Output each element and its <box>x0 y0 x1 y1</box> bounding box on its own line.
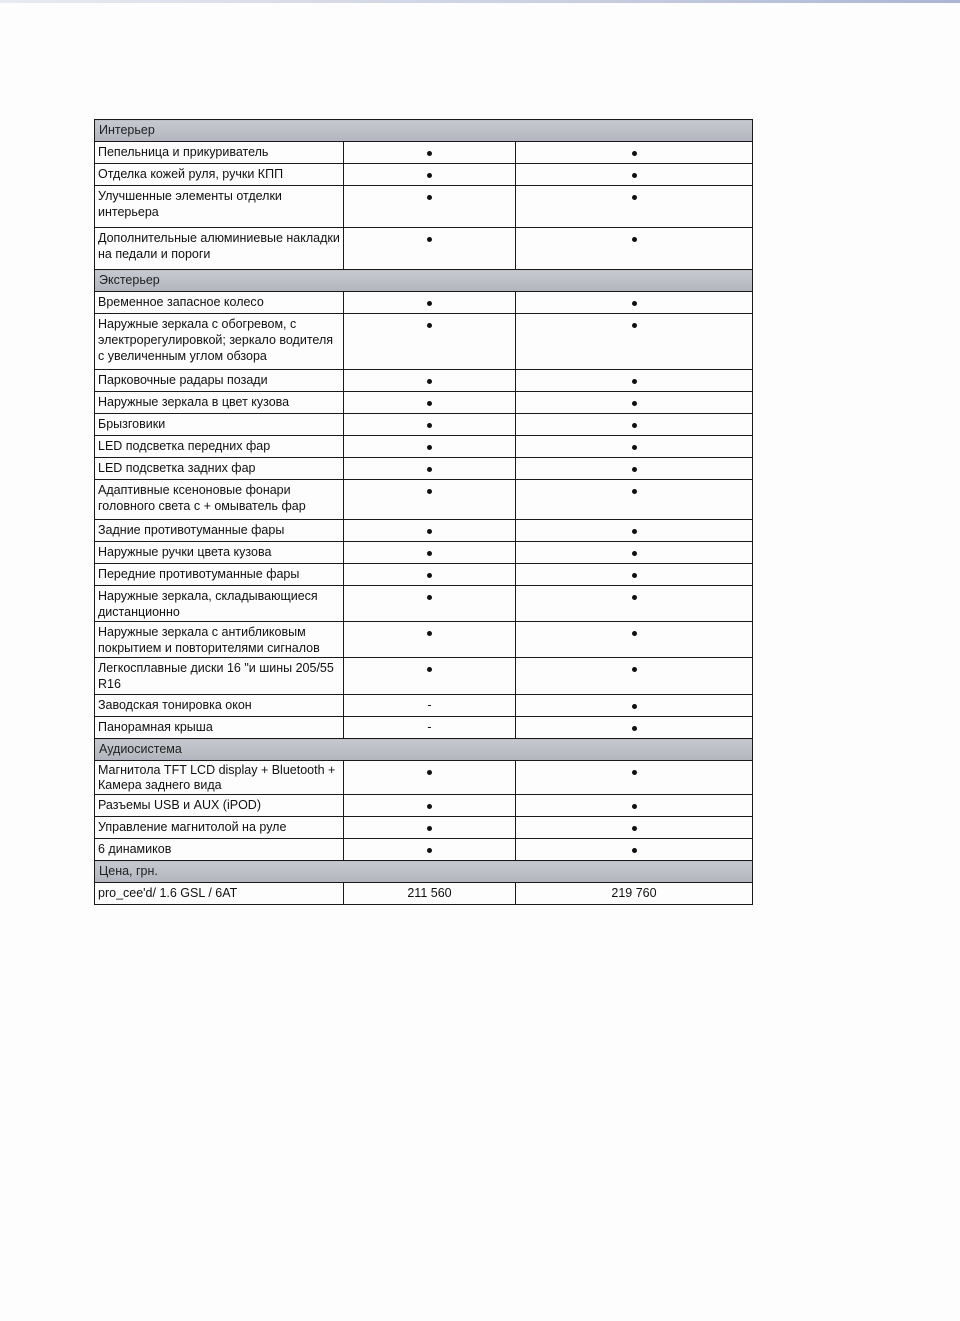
table-row <box>95 695 753 717</box>
section-title: Аудиосистема <box>95 739 753 761</box>
bullet-icon <box>632 173 637 178</box>
table-row <box>95 436 753 458</box>
section-title: Цена, грн. <box>95 861 753 883</box>
table-row <box>95 164 753 186</box>
feature-label: Задние противотуманные фары <box>95 520 344 542</box>
feature-label: Наружные зеркала с обогревом, с электрорегулировкой; зеркало водителя с увеличенным углом обзора <box>95 314 344 370</box>
option-cell-2 <box>516 292 753 314</box>
table-row <box>95 458 753 480</box>
table-row <box>95 717 753 739</box>
bullet-icon <box>427 379 432 384</box>
bullet-icon <box>632 379 637 384</box>
table-row <box>95 314 753 370</box>
option-cell-2 <box>516 658 753 695</box>
bullet-icon <box>632 573 637 578</box>
bullet-icon <box>427 423 432 428</box>
bullet-icon <box>427 195 432 200</box>
bullet-icon <box>632 770 637 775</box>
bullet-icon <box>427 489 432 494</box>
option-cell-2 <box>516 392 753 414</box>
feature-label: Брызговики <box>95 414 344 436</box>
table-row <box>95 228 753 270</box>
bullet-icon <box>427 667 432 672</box>
feature-label: Временное запасное колесо <box>95 292 344 314</box>
bullet-icon <box>632 529 637 534</box>
bullet-icon <box>427 804 432 809</box>
bullet-icon <box>632 423 637 428</box>
option-cell-1 <box>344 228 516 270</box>
option-cell-1 <box>344 817 516 839</box>
section-header-interior <box>95 120 753 142</box>
bullet-icon <box>427 573 432 578</box>
bullet-icon <box>632 445 637 450</box>
bullet-icon <box>632 195 637 200</box>
bullet-icon <box>427 770 432 775</box>
feature-label: LED подсветка передних фар <box>95 436 344 458</box>
table-row <box>95 817 753 839</box>
option-cell-1 <box>344 392 516 414</box>
table-row <box>95 795 753 817</box>
bullet-icon <box>427 551 432 556</box>
bullet-icon <box>632 551 637 556</box>
bullet-icon <box>632 804 637 809</box>
bullet-icon <box>632 323 637 328</box>
feature-label: 6 динамиков <box>95 839 344 861</box>
option-cell-1 <box>344 186 516 228</box>
table-row <box>95 142 753 164</box>
feature-label: Пепельница и прикуриватель <box>95 142 344 164</box>
feature-label: Отделка кожей руля, ручки КПП <box>95 164 344 186</box>
section-header-price <box>95 861 753 883</box>
option-cell-1 <box>344 436 516 458</box>
bullet-icon <box>427 301 432 306</box>
option-cell-1 <box>344 458 516 480</box>
table-row <box>95 392 753 414</box>
option-cell-2 <box>516 370 753 392</box>
section-header-audio <box>95 739 753 761</box>
feature-label: Улучшенные элементы отделки интерьера <box>95 186 344 228</box>
bullet-icon <box>632 595 637 600</box>
option-cell-1 <box>344 564 516 586</box>
option-cell-1 <box>344 658 516 695</box>
table-row <box>95 839 753 861</box>
table-row <box>95 370 753 392</box>
option-cell-2 <box>516 436 753 458</box>
price-cell-2: 219 760 <box>516 883 753 905</box>
option-cell-2 <box>516 480 753 520</box>
option-cell-2 <box>516 520 753 542</box>
option-cell-2 <box>516 717 753 739</box>
bullet-icon <box>427 848 432 853</box>
model-label: pro_cee'd/ 1.6 GSL / 6AT <box>95 883 344 905</box>
table-row <box>95 480 753 520</box>
bullet-icon <box>427 631 432 636</box>
option-cell-1 <box>344 370 516 392</box>
bullet-icon <box>632 631 637 636</box>
option-cell-2 <box>516 817 753 839</box>
table-row <box>95 186 753 228</box>
option-cell-2 <box>516 458 753 480</box>
feature-label: Наружные зеркала с антибликовым покрытием и повторителями сигналов <box>95 622 344 658</box>
bullet-icon <box>427 237 432 242</box>
feature-label: Наружные ручки цвета кузова <box>95 542 344 564</box>
option-cell-1 <box>344 795 516 817</box>
table-row <box>95 586 753 622</box>
bullet-icon <box>632 401 637 406</box>
option-cell-1 <box>344 839 516 861</box>
bullet-icon <box>427 323 432 328</box>
option-cell-1 <box>344 142 516 164</box>
feature-label: Управление магнитолой на руле <box>95 817 344 839</box>
bullet-icon <box>427 401 432 406</box>
option-cell-1 <box>344 761 516 795</box>
top-edge-line <box>0 0 960 3</box>
option-cell-2 <box>516 414 753 436</box>
table-row <box>95 761 753 795</box>
bullet-icon <box>632 489 637 494</box>
table-row <box>95 414 753 436</box>
equipment-spec-table <box>94 119 753 905</box>
feature-label: LED подсветка задних фар <box>95 458 344 480</box>
bullet-icon <box>632 826 637 831</box>
feature-label: Разъемы USB и AUX (iPOD) <box>95 795 344 817</box>
option-cell-1 <box>344 480 516 520</box>
option-cell-1 <box>344 414 516 436</box>
bullet-icon <box>427 173 432 178</box>
feature-label: Наружные зеркала, складывающиеся дистанционно <box>95 586 344 622</box>
option-cell-1 <box>344 622 516 658</box>
bullet-icon <box>427 826 432 831</box>
option-cell-2 <box>516 761 753 795</box>
feature-label: Адаптивные ксеноновые фонари головного света с + омыватель фар <box>95 480 344 520</box>
option-cell-2 <box>516 695 753 717</box>
option-cell-1 <box>344 314 516 370</box>
section-title: Интерьер <box>95 120 753 142</box>
option-cell-1 <box>344 542 516 564</box>
feature-label: Парковочные радары позади <box>95 370 344 392</box>
feature-label: Магнитола TFT LCD display + Bluetooth + Камера заднего вида <box>95 761 344 795</box>
option-cell-2 <box>516 622 753 658</box>
bullet-icon <box>632 237 637 242</box>
bullet-icon <box>427 151 432 156</box>
option-cell-1: - <box>344 717 516 739</box>
table-row <box>95 622 753 658</box>
option-cell-1 <box>344 164 516 186</box>
bullet-icon <box>632 301 637 306</box>
price-row <box>95 883 753 905</box>
bullet-icon <box>632 726 637 731</box>
table-row <box>95 564 753 586</box>
option-cell-2 <box>516 795 753 817</box>
bullet-icon <box>427 467 432 472</box>
feature-label: Панорамная крыша <box>95 717 344 739</box>
bullet-icon <box>632 467 637 472</box>
option-cell-1 <box>344 292 516 314</box>
section-header-exterior <box>95 270 753 292</box>
table-row <box>95 542 753 564</box>
option-cell-2 <box>516 586 753 622</box>
bullet-icon <box>632 667 637 672</box>
option-cell-2 <box>516 839 753 861</box>
table-row <box>95 658 753 695</box>
option-cell-1: - <box>344 695 516 717</box>
option-cell-1 <box>344 520 516 542</box>
option-cell-1 <box>344 586 516 622</box>
table-row <box>95 292 753 314</box>
option-cell-2 <box>516 542 753 564</box>
option-cell-2 <box>516 186 753 228</box>
bullet-icon <box>632 151 637 156</box>
bullet-icon <box>427 595 432 600</box>
bullet-icon <box>427 445 432 450</box>
feature-label: Легкосплавные диски 16 "и шины 205/55 R16 <box>95 658 344 695</box>
bullet-icon <box>632 848 637 853</box>
option-cell-2 <box>516 164 753 186</box>
bullet-icon <box>632 704 637 709</box>
feature-label: Дополнительные алюминиевые накладки на педали и пороги <box>95 228 344 270</box>
section-title: Экстерьер <box>95 270 753 292</box>
bullet-icon <box>427 529 432 534</box>
price-cell-1: 211 560 <box>344 883 516 905</box>
feature-label: Заводская тонировка окон <box>95 695 344 717</box>
table-row <box>95 520 753 542</box>
option-cell-2 <box>516 228 753 270</box>
option-cell-2 <box>516 314 753 370</box>
option-cell-2 <box>516 142 753 164</box>
feature-label: Передние противотуманные фары <box>95 564 344 586</box>
option-cell-2 <box>516 564 753 586</box>
feature-label: Наружные зеркала в цвет кузова <box>95 392 344 414</box>
